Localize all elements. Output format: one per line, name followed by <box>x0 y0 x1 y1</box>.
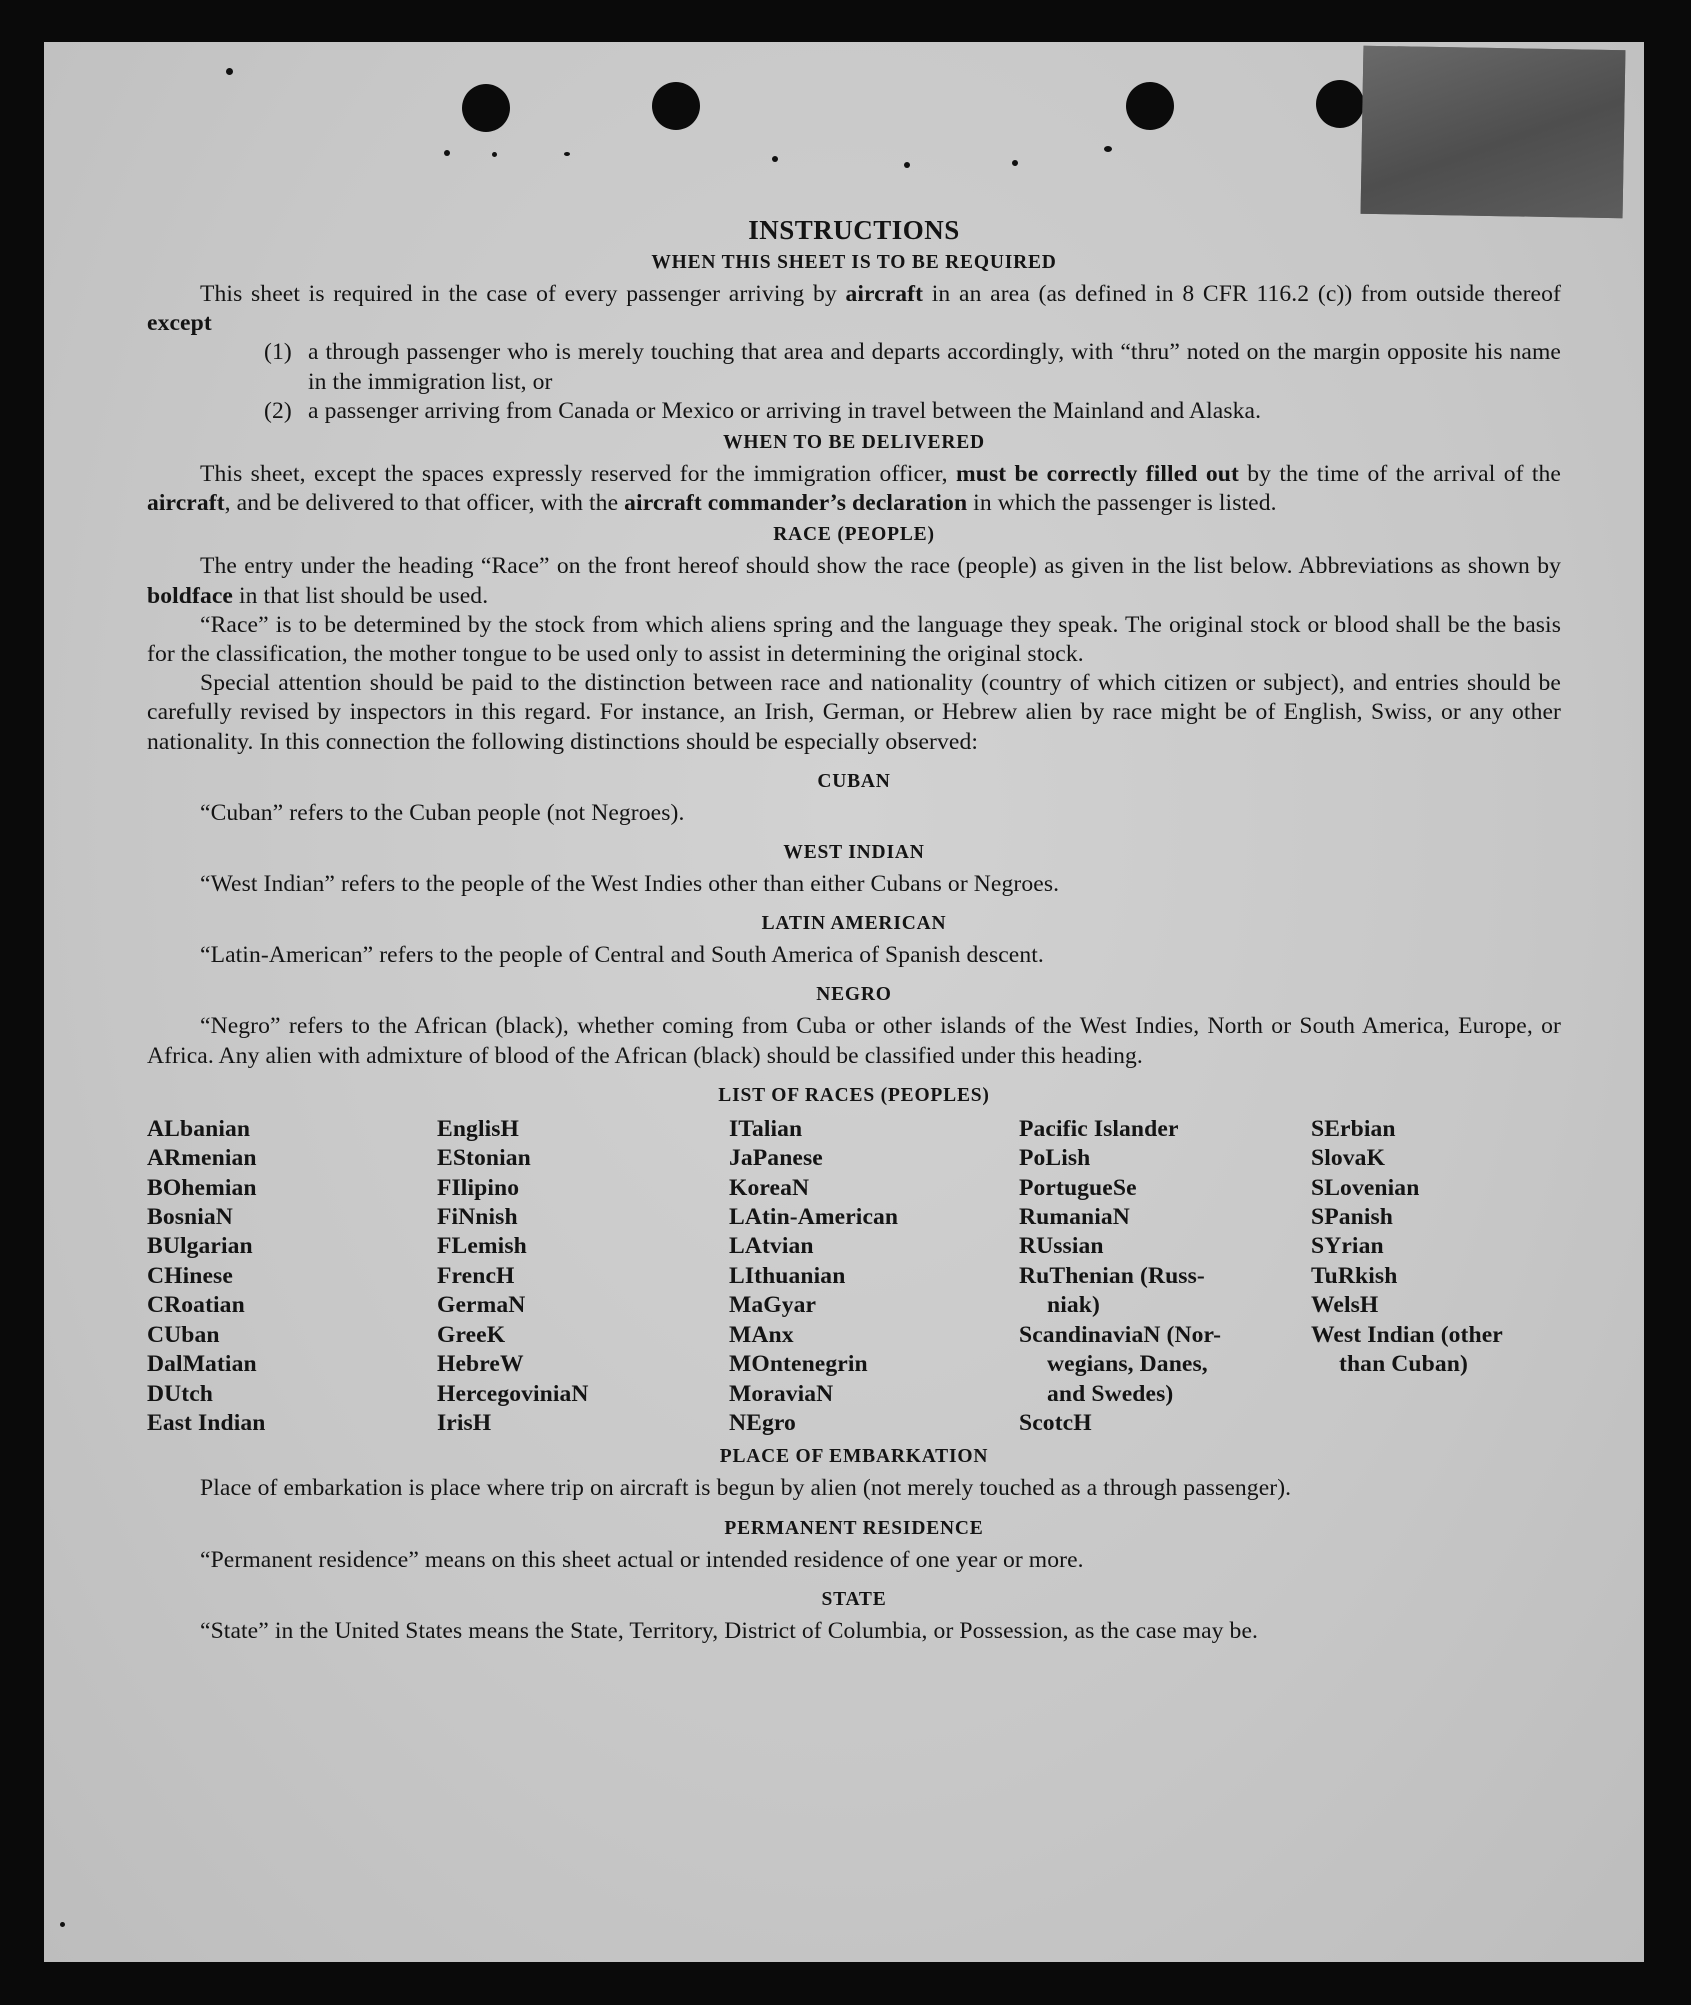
list-item <box>264 338 1561 396</box>
race-item: IrisH <box>437 1409 492 1436</box>
text-run: by the time of the arrival of the <box>1238 461 1562 488</box>
race-item: RUssian <box>1019 1233 1104 1260</box>
race-item: East Indian <box>147 1409 266 1436</box>
race-item: ITalian <box>729 1115 803 1142</box>
race-item: Pacific Islander <box>1019 1115 1179 1142</box>
punch-hole <box>1316 80 1364 128</box>
race-item: niak) <box>1047 1292 1100 1319</box>
text-run: aircraft <box>845 281 924 307</box>
race-column <box>1311 1115 1561 1438</box>
race-item: CHinese <box>147 1262 233 1289</box>
race-item: SPanish <box>1311 1204 1394 1231</box>
race-item: West Indian (other <box>1311 1321 1503 1348</box>
ink-speck <box>444 150 450 156</box>
page-title: INSTRUCTIONS <box>748 215 960 245</box>
text-run: This sheet, except the spaces expressly reserved for the immigration officer, <box>200 461 956 488</box>
race-item: HebreW <box>437 1351 524 1378</box>
section-heading: NEGRO <box>816 984 892 1006</box>
race-item: PortugueSe <box>1019 1174 1137 1201</box>
race-item: SYrian <box>1311 1233 1384 1260</box>
race-item: than Cuban) <box>1339 1351 1468 1378</box>
text-run: in which the passenger is listed. <box>967 490 1277 517</box>
race-item: EStonian <box>437 1145 531 1172</box>
race-item: FLemish <box>437 1233 527 1260</box>
section-heading: LIST OF RACES (PEOPLES) <box>718 1084 990 1106</box>
item-number: (2) <box>264 397 292 424</box>
race-item: KoreaN <box>729 1174 810 1201</box>
race-item: wegians, Danes, <box>1047 1351 1208 1378</box>
race-item: FIlipino <box>437 1174 520 1201</box>
race-item: PoLish <box>1019 1145 1091 1172</box>
paragraph: “West Indian” refers to the people of the West Indies other than either Cubans or Negroes. <box>200 871 1060 898</box>
race-item: WelsH <box>1311 1292 1379 1319</box>
race-item: MAnx <box>729 1321 794 1348</box>
race-column <box>437 1115 729 1438</box>
race-item: ScandinaviaN (Nor- <box>1019 1321 1222 1348</box>
paragraph: “Latin-American” refers to the people of Central and South America of Spanish descent. <box>200 942 1044 969</box>
section-heading: PLACE OF EMBARKATION <box>719 1446 989 1468</box>
race-item: FiNnish <box>437 1204 518 1231</box>
text-run: in that list should be used. <box>233 582 489 609</box>
paragraph: “State” in the United States means the State, Territory, District of Columbia, or Possession, as the case may be. <box>200 1617 1259 1644</box>
text-run: The entry under the heading “Race” on the front hereof should show the race (people) as given in the list below. Abbreviations as shown by <box>200 553 1561 580</box>
ink-speck <box>1012 160 1018 166</box>
document-sheet <box>44 42 1644 1962</box>
text-run: , and be delivered to that officer, with the <box>224 490 625 517</box>
instructions-text <box>147 214 1561 1646</box>
text-run: boldface <box>147 582 233 609</box>
ink-speck <box>492 152 497 157</box>
section-heading: RACE (PEOPLE) <box>773 524 935 546</box>
item-number: (1) <box>264 339 292 366</box>
ink-speck <box>226 68 233 75</box>
race-item: JaPanese <box>729 1145 823 1172</box>
paragraph <box>147 280 1561 338</box>
item-text: a passenger arriving from Canada or Mexico or arriving in travel between the Mainland and Alaska. <box>308 397 1262 424</box>
text-run: must be correctly filled out <box>955 461 1239 488</box>
race-item: GreeK <box>437 1321 506 1348</box>
punch-hole <box>462 84 510 132</box>
section-heading: CUBAN <box>817 770 891 792</box>
race-item: DUtch <box>147 1380 214 1407</box>
race-item: RuThenian (Russ- <box>1019 1262 1205 1289</box>
race-item: ARmenian <box>147 1145 257 1172</box>
race-column <box>729 1115 1019 1438</box>
race-item: EnglisH <box>437 1115 519 1142</box>
race-item: MOntenegrin <box>729 1351 868 1378</box>
race-item: SlovaK <box>1311 1145 1386 1172</box>
section-heading: LATIN AMERICAN <box>761 913 947 935</box>
race-column <box>147 1115 437 1438</box>
section-heading: PERMANENT RESIDENCE <box>724 1517 984 1539</box>
paragraph: “Race” is to be determined by the stock from which aliens spring and the language they speak. The original stock or blood shall be the basis for the classification, the mother tongue to be used only to assist in determining the original stock. <box>147 611 1561 668</box>
text-run: aircraft <box>147 490 225 517</box>
race-item: GermaN <box>437 1292 526 1319</box>
paragraph: “Negro” refers to the African (black), whether coming from Cuba or other islands of the West Indies, North or South America, Europe, or Africa. Any alien with admixture of blood of the African (black) should be classified under this heading. <box>147 1013 1561 1069</box>
ink-speck <box>904 162 910 168</box>
paragraph <box>147 460 1561 518</box>
race-item: and Swedes) <box>1047 1380 1174 1407</box>
ink-speck <box>60 1922 65 1927</box>
race-item: SErbian <box>1311 1115 1396 1142</box>
race-item: NEgro <box>729 1409 796 1436</box>
paragraph: Special attention should be paid to the distinction between race and nationality (country of which citizen or subject), and entries should be carefully revised by inspectors in this regard. For instance, an Irish, German, or Hebrew alien by race might be of English, Swiss, or any other nationality. In this connection the following distinctions should be especially observed: <box>147 670 1561 755</box>
race-item: CRoatian <box>147 1292 245 1319</box>
text-run: aircraft commander’s declaration <box>624 490 968 517</box>
race-item: BosniaN <box>147 1204 233 1231</box>
race-item: MaGyar <box>729 1292 817 1319</box>
section-heading: WEST INDIAN <box>783 842 925 864</box>
race-item: RumaniaN <box>1019 1204 1130 1231</box>
section-heading: WHEN TO BE DELIVERED <box>723 432 985 454</box>
text-run: in an area (as defined in 8 CFR 116.2 (c)) from outside thereof <box>923 281 1561 307</box>
paragraph: “Permanent residence” means on this sheet actual or intended residence of one year or more. <box>200 1546 1084 1573</box>
race-item: MoraviaN <box>729 1380 834 1407</box>
race-item: HercegoviniaN <box>437 1380 589 1407</box>
race-item: DalMatian <box>147 1351 257 1378</box>
race-item: CUban <box>147 1321 220 1348</box>
race-item: LIthuanian <box>729 1262 846 1289</box>
race-item: LAtvian <box>729 1233 814 1260</box>
ink-speck <box>1104 146 1112 152</box>
ink-speck <box>564 152 570 156</box>
punch-hole <box>1126 82 1174 130</box>
race-item: ScotcH <box>1019 1409 1092 1436</box>
paragraph <box>147 552 1561 610</box>
race-item: BUlgarian <box>147 1233 253 1260</box>
race-item: ALbanian <box>147 1115 251 1142</box>
paragraph: “Cuban” refers to the Cuban people (not Negroes). <box>200 799 685 826</box>
text-run: except <box>147 310 212 337</box>
paragraph: Place of embarkation is place where trip on aircraft is begun by alien (not merely touched as a through passenger). <box>200 1475 1292 1502</box>
punch-hole <box>652 82 700 130</box>
race-list <box>147 1115 1561 1438</box>
section-heading: WHEN THIS SHEET IS TO BE REQUIRED <box>651 252 1057 273</box>
list-item <box>264 397 1561 426</box>
tape-mark <box>1361 46 1626 219</box>
race-item: LAtin-American <box>729 1204 899 1231</box>
race-item: BOhemian <box>147 1174 257 1201</box>
section-heading: STATE <box>821 1588 887 1610</box>
race-item: FrencH <box>437 1262 515 1289</box>
text-run: This sheet is required in the case of every passenger arriving by <box>200 281 846 307</box>
race-item: TuRkish <box>1311 1262 1398 1289</box>
race-item: SLovenian <box>1311 1174 1420 1201</box>
race-column <box>1019 1115 1311 1438</box>
ink-speck <box>772 156 778 162</box>
item-text: a through passenger who is merely touching that area and departs accordingly, with “thru” noted on the margin opposite his name in the immigration list, or <box>308 339 1561 395</box>
